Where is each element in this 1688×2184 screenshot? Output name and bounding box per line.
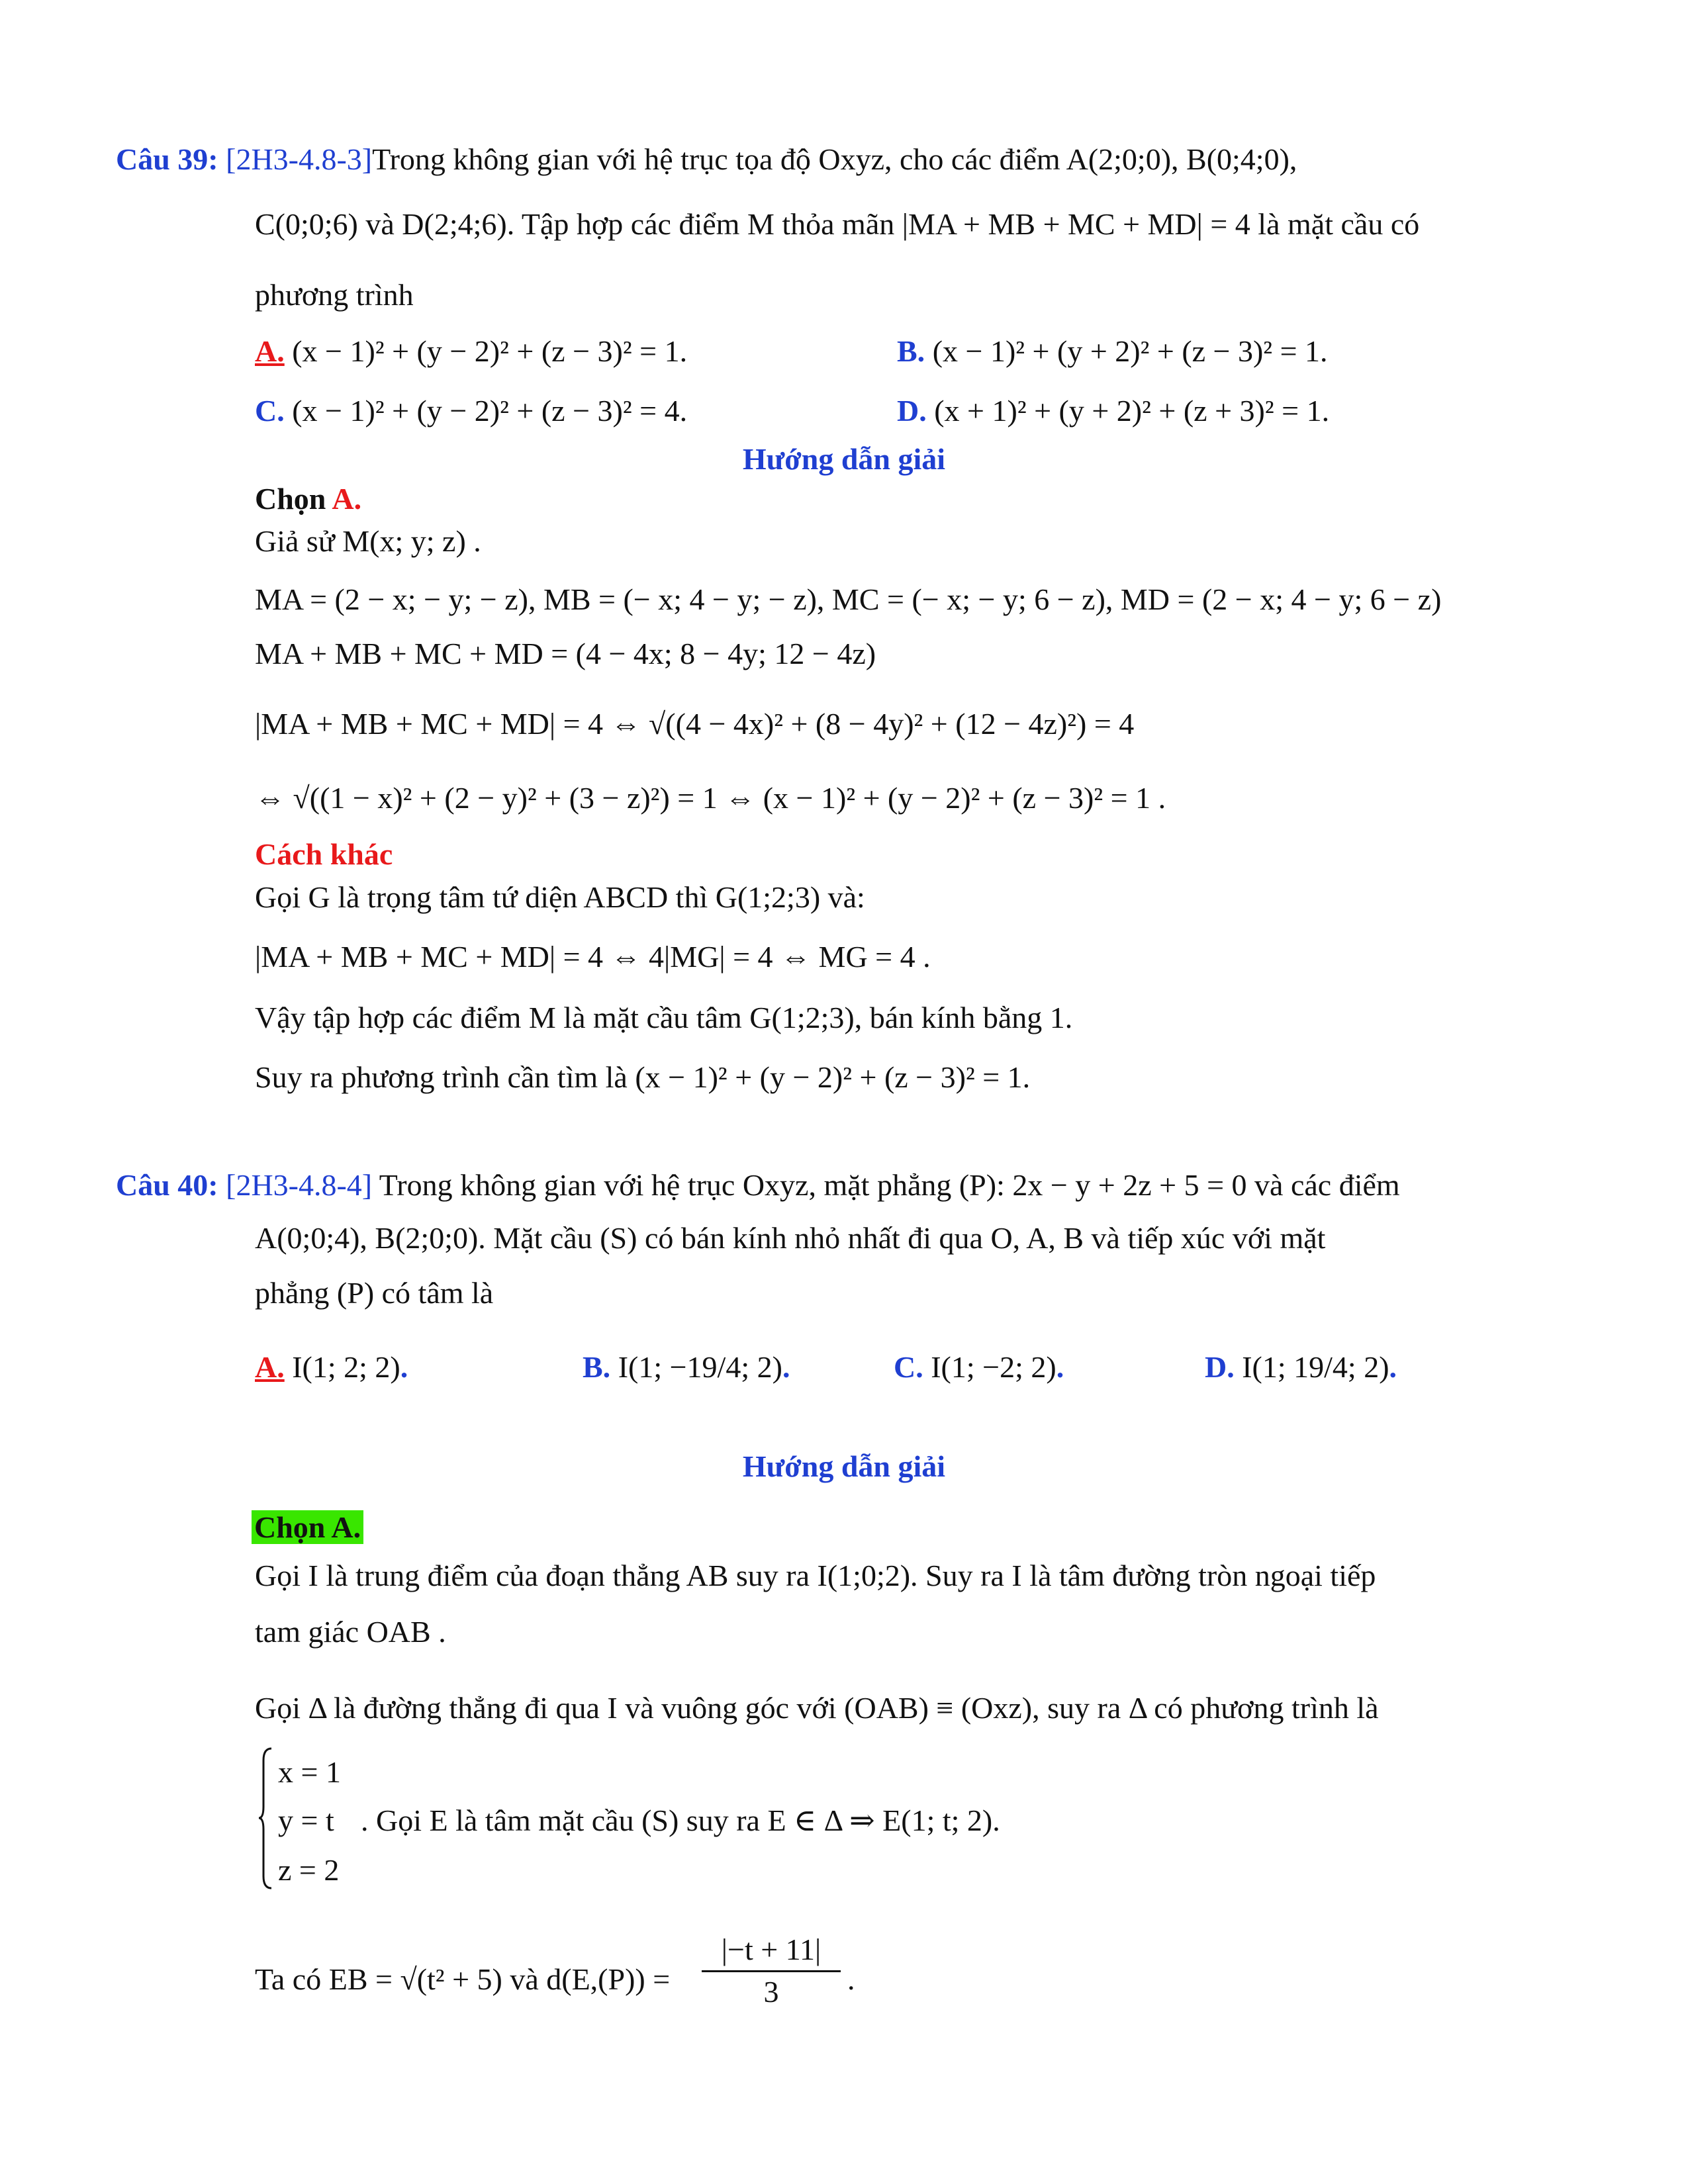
q39-alt-title: Cách khác bbox=[255, 837, 393, 871]
q40-choose-highlight: Chọn A. bbox=[252, 1510, 363, 1544]
q40-option-d[interactable] bbox=[1205, 1350, 1397, 1385]
q39-option-b-label: B. bbox=[897, 334, 925, 368]
q39-alt-4: Suy ra phương trình cần tìm là (x − 1)² + (y − 2)² + (z − 3)² = 1. bbox=[255, 1060, 1031, 1094]
q39-solution-5: ⇔ √((1 − x)² + (2 − y)² + (3 − z)²) = 1 ⇔ (x − 1)² + (y − 2)² + (z − 3)² = 1 . bbox=[255, 781, 1166, 815]
q40-stem-3: phẳng (P) có tâm là bbox=[255, 1276, 494, 1310]
q40-system-eq-3: z = 2 bbox=[278, 1853, 340, 1887]
q39-guide-title: Hướng dẫn giải bbox=[742, 442, 946, 476]
q40-stem-2: A(0;0;4), B(2;0;0). Mặt cầu (S) có bán kính nhỏ nhất đi qua O, A, B và tiếp xúc với mặt bbox=[255, 1221, 1326, 1255]
q39-solution-4: |MA + MB + MC + MD| = 4 ⇔ √((4 − 4x)² + (8 − 4y)² + (12 − 4z)²) = 4 bbox=[255, 707, 1135, 741]
q40-fraction-denominator: 3 bbox=[763, 1974, 779, 2009]
q40-solution-2: tam giác OAB . bbox=[255, 1615, 446, 1649]
q40-option-b[interactable] bbox=[583, 1350, 790, 1385]
q39-stem-2: C(0;0;6) và D(2;4;6). Tập hợp các điểm M thỏa mãn |MA + MB + MC + MD| = 4 là mặt cầu có bbox=[255, 207, 1420, 241]
q39-choose-answer: A. bbox=[332, 482, 362, 516]
q40-fraction bbox=[702, 1933, 841, 2010]
q39-alt-3: Vậy tập hợp các điểm M là mặt cầu tâm G(1;2;3), bán kính bằng 1. bbox=[255, 1001, 1073, 1034]
q40-fraction-numerator: |−t + 11| bbox=[702, 1933, 841, 1972]
q39-option-c-text: (x − 1)² + (y − 2)² + (z − 3)² = 4. bbox=[284, 394, 688, 428]
q40-option-a-label: A. bbox=[255, 1350, 285, 1384]
brace-icon bbox=[258, 1747, 273, 1889]
q39-option-c[interactable] bbox=[255, 394, 687, 429]
q39-alt-2: |MA + MB + MC + MD| = 4 ⇔ 4|MG| = 4 ⇔ MG = 4 . bbox=[255, 940, 931, 974]
q40-system-brace bbox=[258, 1747, 273, 1889]
q40-option-a-text: I(1; 2; 2) bbox=[284, 1350, 400, 1384]
q40-solution-4: . Gọi E là tâm mặt cầu (S) suy ra E ∈ Δ ⇒ E(1; t; 2). bbox=[361, 1803, 1000, 1837]
q40-solution-3: Gọi Δ là đường thẳng đi qua I và vuông góc với (OAB) ≡ (Oxz), suy ra Δ có phương trình là bbox=[255, 1691, 1379, 1725]
q39-tag: [2H3-4.8-3] bbox=[226, 142, 373, 176]
q40-stem-1: Trong không gian với hệ trục Oxyz, mặt phẳng (P): 2x − y + 2z + 5 = 0 và các điểm bbox=[372, 1168, 1400, 1202]
q40-choose bbox=[252, 1510, 363, 1545]
q40-option-b-dot: . bbox=[782, 1350, 790, 1384]
q39-solution-3: MA + MB + MC + MD = (4 − 4x; 8 − 4y; 12 − 4z) bbox=[255, 637, 876, 670]
q40-tag: [2H3-4.8-4] bbox=[226, 1168, 373, 1202]
q40-option-d-text: I(1; 19/4; 2) bbox=[1234, 1350, 1389, 1384]
q39-option-d-text: (x + 1)² + (y + 2)² + (z + 3)² = 1. bbox=[926, 394, 1330, 428]
q40-option-c[interactable] bbox=[894, 1350, 1064, 1385]
q39-option-d-label: D. bbox=[897, 394, 927, 428]
q40-solution-5 bbox=[255, 1962, 670, 1997]
q39-option-a-text: (x − 1)² + (y − 2)² + (z − 3)² = 1. bbox=[284, 334, 688, 368]
q39-option-a-label: A. bbox=[255, 334, 285, 368]
q40-solution-5-text: Ta có EB = √(t² + 5) và d(E,(P)) = bbox=[255, 1962, 671, 1996]
q40-stem-line-2 bbox=[255, 1221, 1325, 1256]
q40-option-c-label: C. bbox=[894, 1350, 923, 1384]
q39-option-c-label: C. bbox=[255, 394, 285, 428]
q39-label: Câu 39: bbox=[116, 142, 218, 176]
q40-option-d-label: D. bbox=[1205, 1350, 1235, 1384]
q39-stem-line-2 bbox=[255, 207, 1419, 242]
q39-choose bbox=[255, 482, 361, 517]
q40-solution-5-end: . bbox=[847, 1962, 855, 1996]
q40-label: Câu 40: bbox=[116, 1168, 218, 1202]
q39-option-b-text: (x − 1)² + (y + 2)² + (z − 3)² = 1. bbox=[925, 334, 1328, 368]
q39-stem-3: phương trình bbox=[255, 278, 414, 312]
q40-option-d-dot: . bbox=[1389, 1350, 1397, 1384]
q39-choose-prefix: Chọn bbox=[255, 482, 332, 516]
q40-system-eq-2: y = t bbox=[278, 1803, 334, 1837]
q39-alt-1: Gọi G là trọng tâm tứ diện ABCD thì G(1;2;3) và: bbox=[255, 880, 865, 914]
q40-option-a-dot: . bbox=[400, 1350, 408, 1384]
q39-option-a[interactable] bbox=[255, 334, 687, 369]
q39-option-d[interactable] bbox=[897, 394, 1329, 429]
q40-option-c-dot: . bbox=[1056, 1350, 1064, 1384]
q40-option-b-text: I(1; −19/4; 2) bbox=[610, 1350, 782, 1384]
q40-solution-1: Gọi I là trung điểm của đoạn thẳng AB suy ra I(1;0;2). Suy ra I là tâm đường tròn ngoại tiếp bbox=[255, 1559, 1376, 1592]
q39-stem-line-3 bbox=[255, 278, 414, 313]
q40-option-c-text: I(1; −2; 2) bbox=[923, 1350, 1056, 1384]
q40-option-a[interactable] bbox=[255, 1350, 408, 1385]
q40-stem-line-1 bbox=[116, 1168, 1400, 1203]
q39-solution-1: Giả sử M(x; y; z) . bbox=[255, 524, 481, 558]
q39-stem-line-1 bbox=[116, 142, 1297, 177]
q39-stem-1: Trong không gian với hệ trục tọa độ Oxyz, cho các điểm A(2;0;0), B(0;4;0), bbox=[372, 142, 1297, 176]
q40-option-b-label: B. bbox=[583, 1350, 611, 1384]
q39-solution-2: MA = (2 − x; − y; − z), MB = (− x; 4 − y; − z), MC = (− x; − y; 6 − z), MD = (2 − x; 4 − y; 6 − z) bbox=[255, 582, 1442, 616]
q40-stem-line-3 bbox=[255, 1276, 493, 1311]
q40-system-eq-1: x = 1 bbox=[278, 1755, 341, 1789]
q39-option-b[interactable] bbox=[897, 334, 1328, 369]
q40-guide-title: Hướng dẫn giải bbox=[742, 1449, 946, 1483]
